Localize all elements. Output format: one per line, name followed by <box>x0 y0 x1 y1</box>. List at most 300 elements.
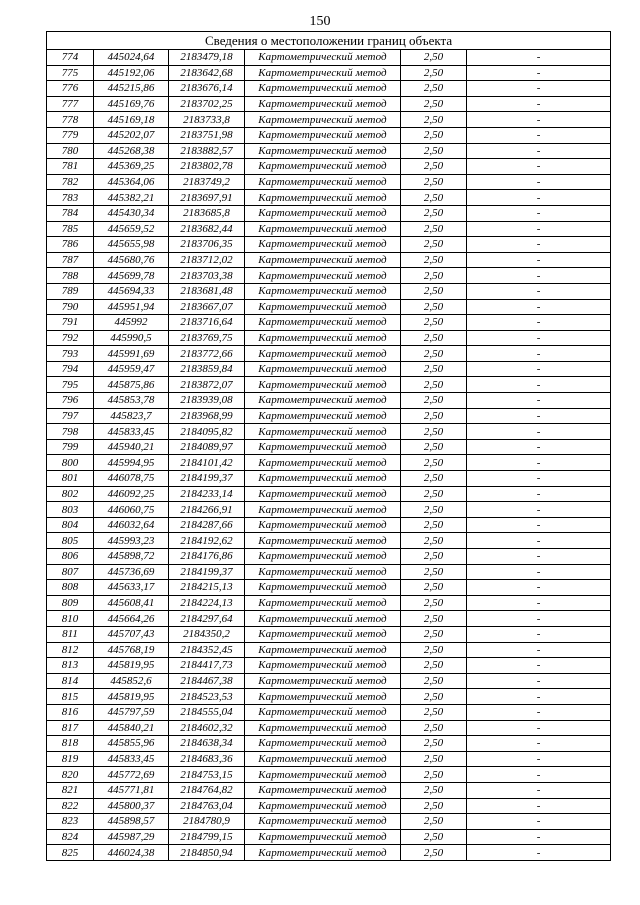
x-coordinate-cell: 446060,75 <box>94 502 169 518</box>
y-coordinate-cell: 2183872,07 <box>169 377 245 393</box>
x-coordinate-cell: 445664,26 <box>94 611 169 627</box>
x-coordinate-cell: 445694,33 <box>94 283 169 299</box>
x-coordinate-cell: 445951,94 <box>94 299 169 315</box>
method-cell: Картометрический метод <box>245 330 401 346</box>
x-coordinate-cell: 445024,64 <box>94 50 169 66</box>
table-row <box>47 595 611 611</box>
accuracy-cell: 2,50 <box>401 642 467 658</box>
y-coordinate-cell: 2183676,14 <box>169 81 245 97</box>
description-cell: - <box>467 549 611 565</box>
y-coordinate-cell: 2183802,78 <box>169 159 245 175</box>
table-row <box>47 237 611 253</box>
point-number-cell: 789 <box>47 283 94 299</box>
accuracy-cell: 2,50 <box>401 112 467 128</box>
accuracy-cell: 2,50 <box>401 502 467 518</box>
point-number-cell: 800 <box>47 455 94 471</box>
method-cell: Картометрический метод <box>245 814 401 830</box>
method-cell: Картометрический метод <box>245 595 401 611</box>
accuracy-cell: 2,50 <box>401 814 467 830</box>
x-coordinate-cell: 445771,81 <box>94 782 169 798</box>
accuracy-cell: 2,50 <box>401 611 467 627</box>
y-coordinate-cell: 2183712,02 <box>169 252 245 268</box>
x-coordinate-cell: 445268,38 <box>94 143 169 159</box>
accuracy-cell: 2,50 <box>401 580 467 596</box>
description-cell: - <box>467 112 611 128</box>
method-cell: Картометрический метод <box>245 299 401 315</box>
y-coordinate-cell: 2183667,07 <box>169 299 245 315</box>
table-row <box>47 782 611 798</box>
method-cell: Картометрический метод <box>245 564 401 580</box>
point-number-cell: 805 <box>47 533 94 549</box>
y-coordinate-cell: 2184199,37 <box>169 564 245 580</box>
table-row <box>47 299 611 315</box>
method-cell: Картометрический метод <box>245 81 401 97</box>
method-cell: Картометрический метод <box>245 658 401 674</box>
accuracy-cell: 2,50 <box>401 782 467 798</box>
accuracy-cell: 2,50 <box>401 283 467 299</box>
method-cell: Картометрический метод <box>245 736 401 752</box>
y-coordinate-cell: 2183882,57 <box>169 143 245 159</box>
y-coordinate-cell: 2183706,35 <box>169 237 245 253</box>
table-row <box>47 393 611 409</box>
method-cell: Картометрический метод <box>245 252 401 268</box>
x-coordinate-cell: 445202,07 <box>94 127 169 143</box>
x-coordinate-cell: 445898,72 <box>94 549 169 565</box>
table-row <box>47 720 611 736</box>
point-number-cell: 809 <box>47 595 94 611</box>
description-cell: - <box>467 782 611 798</box>
method-cell: Картометрический метод <box>245 205 401 221</box>
method-cell: Картометрический метод <box>245 549 401 565</box>
y-coordinate-cell: 2184176,86 <box>169 549 245 565</box>
point-number-cell: 781 <box>47 159 94 175</box>
method-cell: Картометрический метод <box>245 393 401 409</box>
table-row <box>47 471 611 487</box>
x-coordinate-cell: 445772,69 <box>94 767 169 783</box>
y-coordinate-cell: 2184602,32 <box>169 720 245 736</box>
table-row <box>47 408 611 424</box>
description-cell: - <box>467 814 611 830</box>
x-coordinate-cell: 445364,06 <box>94 174 169 190</box>
table-row <box>47 96 611 112</box>
x-coordinate-cell: 445840,21 <box>94 720 169 736</box>
method-cell: Картометрический метод <box>245 96 401 112</box>
description-cell: - <box>467 704 611 720</box>
method-cell: Картометрический метод <box>245 377 401 393</box>
accuracy-cell: 2,50 <box>401 408 467 424</box>
accuracy-cell: 2,50 <box>401 673 467 689</box>
point-number-cell: 801 <box>47 471 94 487</box>
table-row <box>47 455 611 471</box>
x-coordinate-cell: 445680,76 <box>94 252 169 268</box>
description-cell: - <box>467 829 611 845</box>
x-coordinate-cell: 445852,6 <box>94 673 169 689</box>
point-number-cell: 807 <box>47 564 94 580</box>
method-cell: Картометрический метод <box>245 689 401 705</box>
x-coordinate-cell: 445875,86 <box>94 377 169 393</box>
point-number-cell: 824 <box>47 829 94 845</box>
y-coordinate-cell: 2183702,25 <box>169 96 245 112</box>
point-number-cell: 787 <box>47 252 94 268</box>
point-number-cell: 794 <box>47 361 94 377</box>
point-number-cell: 808 <box>47 580 94 596</box>
description-cell: - <box>467 424 611 440</box>
accuracy-cell: 2,50 <box>401 252 467 268</box>
description-cell: - <box>467 439 611 455</box>
point-number-cell: 785 <box>47 221 94 237</box>
accuracy-cell: 2,50 <box>401 174 467 190</box>
x-coordinate-cell: 445898,57 <box>94 814 169 830</box>
point-number-cell: 783 <box>47 190 94 206</box>
accuracy-cell: 2,50 <box>401 190 467 206</box>
x-coordinate-cell: 445819,95 <box>94 689 169 705</box>
table-row <box>47 127 611 143</box>
point-number-cell: 797 <box>47 408 94 424</box>
description-cell: - <box>467 221 611 237</box>
accuracy-cell: 2,50 <box>401 533 467 549</box>
method-cell: Картометрический метод <box>245 517 401 533</box>
table-row <box>47 330 611 346</box>
description-cell: - <box>467 268 611 284</box>
x-coordinate-cell: 445655,98 <box>94 237 169 253</box>
table-row <box>47 549 611 565</box>
accuracy-cell: 2,50 <box>401 767 467 783</box>
method-cell: Картометрический метод <box>245 455 401 471</box>
point-number-cell: 775 <box>47 65 94 81</box>
point-number-cell: 780 <box>47 143 94 159</box>
point-number-cell: 812 <box>47 642 94 658</box>
point-number-cell: 804 <box>47 517 94 533</box>
boundary-table <box>46 31 611 861</box>
table-row <box>47 174 611 190</box>
accuracy-cell: 2,50 <box>401 127 467 143</box>
table-row <box>47 143 611 159</box>
description-cell: - <box>467 283 611 299</box>
y-coordinate-cell: 2183682,44 <box>169 221 245 237</box>
method-cell: Картометрический метод <box>245 190 401 206</box>
method-cell: Картометрический метод <box>245 767 401 783</box>
x-coordinate-cell: 445990,5 <box>94 330 169 346</box>
accuracy-cell: 2,50 <box>401 143 467 159</box>
table-header-row <box>47 32 611 50</box>
accuracy-cell: 2,50 <box>401 159 467 175</box>
y-coordinate-cell: 2184297,64 <box>169 611 245 627</box>
description-cell: - <box>467 658 611 674</box>
description-cell: - <box>467 720 611 736</box>
x-coordinate-cell: 445994,95 <box>94 455 169 471</box>
point-number-cell: 822 <box>47 798 94 814</box>
description-cell: - <box>467 751 611 767</box>
table-row <box>47 283 611 299</box>
point-number-cell: 821 <box>47 782 94 798</box>
x-coordinate-cell: 445959,47 <box>94 361 169 377</box>
description-cell: - <box>467 471 611 487</box>
table-row <box>47 767 611 783</box>
point-number-cell: 786 <box>47 237 94 253</box>
description-cell: - <box>467 299 611 315</box>
x-coordinate-cell: 446032,64 <box>94 517 169 533</box>
y-coordinate-cell: 2183749,2 <box>169 174 245 190</box>
method-cell: Картометрический метод <box>245 65 401 81</box>
y-coordinate-cell: 2183703,38 <box>169 268 245 284</box>
description-cell: - <box>467 393 611 409</box>
y-coordinate-cell: 2183685,8 <box>169 205 245 221</box>
accuracy-cell: 2,50 <box>401 50 467 66</box>
accuracy-cell: 2,50 <box>401 455 467 471</box>
table-row <box>47 205 611 221</box>
point-number-cell: 799 <box>47 439 94 455</box>
point-number-cell: 803 <box>47 502 94 518</box>
description-cell: - <box>467 315 611 331</box>
table-row <box>47 361 611 377</box>
point-number-cell: 817 <box>47 720 94 736</box>
y-coordinate-cell: 2184764,82 <box>169 782 245 798</box>
description-cell: - <box>467 642 611 658</box>
accuracy-cell: 2,50 <box>401 315 467 331</box>
y-coordinate-cell: 2184523,53 <box>169 689 245 705</box>
accuracy-cell: 2,50 <box>401 299 467 315</box>
accuracy-cell: 2,50 <box>401 330 467 346</box>
method-cell: Картометрический метод <box>245 408 401 424</box>
x-coordinate-cell: 445707,43 <box>94 626 169 642</box>
point-number-cell: 777 <box>47 96 94 112</box>
y-coordinate-cell: 2184266,91 <box>169 502 245 518</box>
table-row <box>47 736 611 752</box>
description-cell: - <box>467 736 611 752</box>
accuracy-cell: 2,50 <box>401 720 467 736</box>
point-number-cell: 778 <box>47 112 94 128</box>
method-cell: Картометрический метод <box>245 159 401 175</box>
accuracy-cell: 2,50 <box>401 658 467 674</box>
description-cell: - <box>467 81 611 97</box>
table-row <box>47 829 611 845</box>
x-coordinate-cell: 445169,18 <box>94 112 169 128</box>
description-cell: - <box>467 127 611 143</box>
description-cell: - <box>467 174 611 190</box>
description-cell: - <box>467 595 611 611</box>
y-coordinate-cell: 2184555,04 <box>169 704 245 720</box>
y-coordinate-cell: 2184417,73 <box>169 658 245 674</box>
description-cell: - <box>467 377 611 393</box>
x-coordinate-cell: 445853,78 <box>94 393 169 409</box>
accuracy-cell: 2,50 <box>401 689 467 705</box>
point-number-cell: 779 <box>47 127 94 143</box>
table-row <box>47 190 611 206</box>
description-cell: - <box>467 689 611 705</box>
table-row <box>47 221 611 237</box>
point-number-cell: 776 <box>47 81 94 97</box>
accuracy-cell: 2,50 <box>401 517 467 533</box>
table-row <box>47 65 611 81</box>
method-cell: Картометрический метод <box>245 283 401 299</box>
description-cell: - <box>467 252 611 268</box>
x-coordinate-cell: 445633,17 <box>94 580 169 596</box>
x-coordinate-cell: 445991,69 <box>94 346 169 362</box>
point-number-cell: 793 <box>47 346 94 362</box>
y-coordinate-cell: 2184089,97 <box>169 439 245 455</box>
method-cell: Картометрический метод <box>245 751 401 767</box>
description-cell: - <box>467 502 611 518</box>
table-row <box>47 798 611 814</box>
method-cell: Картометрический метод <box>245 174 401 190</box>
method-cell: Картометрический метод <box>245 829 401 845</box>
accuracy-cell: 2,50 <box>401 439 467 455</box>
page-number: 150 <box>309 14 331 29</box>
y-coordinate-cell: 2184233,14 <box>169 486 245 502</box>
x-coordinate-cell: 445699,78 <box>94 268 169 284</box>
y-coordinate-cell: 2184753,15 <box>169 767 245 783</box>
table-row <box>47 689 611 705</box>
x-coordinate-cell: 445608,41 <box>94 595 169 611</box>
y-coordinate-cell: 2183733,8 <box>169 112 245 128</box>
method-cell: Картометрический метод <box>245 720 401 736</box>
method-cell: Картометрический метод <box>245 533 401 549</box>
point-number-cell: 811 <box>47 626 94 642</box>
y-coordinate-cell: 2184101,42 <box>169 455 245 471</box>
table-title: Сведения о местоположении границ объекта <box>47 32 611 50</box>
accuracy-cell: 2,50 <box>401 845 467 861</box>
point-number-cell: 798 <box>47 424 94 440</box>
method-cell: Картометрический метод <box>245 346 401 362</box>
description-cell: - <box>467 767 611 783</box>
point-number-cell: 819 <box>47 751 94 767</box>
point-number-cell: 820 <box>47 767 94 783</box>
accuracy-cell: 2,50 <box>401 268 467 284</box>
x-coordinate-cell: 445797,59 <box>94 704 169 720</box>
y-coordinate-cell: 2184350,2 <box>169 626 245 642</box>
y-coordinate-cell: 2183716,64 <box>169 315 245 331</box>
accuracy-cell: 2,50 <box>401 346 467 362</box>
table-row <box>47 377 611 393</box>
description-cell: - <box>467 486 611 502</box>
point-number-cell: 823 <box>47 814 94 830</box>
point-number-cell: 806 <box>47 549 94 565</box>
description-cell: - <box>467 673 611 689</box>
table-row <box>47 533 611 549</box>
table-row <box>47 673 611 689</box>
y-coordinate-cell: 2184780,9 <box>169 814 245 830</box>
table-row <box>47 315 611 331</box>
y-coordinate-cell: 2183772,66 <box>169 346 245 362</box>
accuracy-cell: 2,50 <box>401 595 467 611</box>
point-number-cell: 815 <box>47 689 94 705</box>
method-cell: Картометрический метод <box>245 50 401 66</box>
accuracy-cell: 2,50 <box>401 486 467 502</box>
x-coordinate-cell: 446078,75 <box>94 471 169 487</box>
y-coordinate-cell: 2184763,04 <box>169 798 245 814</box>
table-row <box>47 159 611 175</box>
table-row <box>47 268 611 284</box>
accuracy-cell: 2,50 <box>401 829 467 845</box>
table-row <box>47 252 611 268</box>
accuracy-cell: 2,50 <box>401 798 467 814</box>
description-cell: - <box>467 143 611 159</box>
point-number-cell: 795 <box>47 377 94 393</box>
description-cell: - <box>467 845 611 861</box>
description-cell: - <box>467 237 611 253</box>
table-row <box>47 658 611 674</box>
accuracy-cell: 2,50 <box>401 626 467 642</box>
method-cell: Картометрический метод <box>245 268 401 284</box>
x-coordinate-cell: 445768,19 <box>94 642 169 658</box>
accuracy-cell: 2,50 <box>401 96 467 112</box>
x-coordinate-cell: 446024,38 <box>94 845 169 861</box>
method-cell: Картометрический метод <box>245 486 401 502</box>
table-row <box>47 81 611 97</box>
point-number-cell: 796 <box>47 393 94 409</box>
y-coordinate-cell: 2184192,62 <box>169 533 245 549</box>
table-body <box>47 50 611 861</box>
y-coordinate-cell: 2184352,45 <box>169 642 245 658</box>
accuracy-cell: 2,50 <box>401 81 467 97</box>
y-coordinate-cell: 2183968,99 <box>169 408 245 424</box>
description-cell: - <box>467 346 611 362</box>
method-cell: Картометрический метод <box>245 112 401 128</box>
method-cell: Картометрический метод <box>245 673 401 689</box>
x-coordinate-cell: 445430,34 <box>94 205 169 221</box>
table-row <box>47 626 611 642</box>
method-cell: Картометрический метод <box>245 143 401 159</box>
x-coordinate-cell: 445819,95 <box>94 658 169 674</box>
y-coordinate-cell: 2184638,34 <box>169 736 245 752</box>
description-cell: - <box>467 626 611 642</box>
y-coordinate-cell: 2184095,82 <box>169 424 245 440</box>
x-coordinate-cell: 446092,25 <box>94 486 169 502</box>
accuracy-cell: 2,50 <box>401 377 467 393</box>
y-coordinate-cell: 2183939,08 <box>169 393 245 409</box>
table-row <box>47 704 611 720</box>
y-coordinate-cell: 2184199,37 <box>169 471 245 487</box>
point-number-cell: 818 <box>47 736 94 752</box>
description-cell: - <box>467 533 611 549</box>
description-cell: - <box>467 96 611 112</box>
x-coordinate-cell: 445823,7 <box>94 408 169 424</box>
description-cell: - <box>467 564 611 580</box>
accuracy-cell: 2,50 <box>401 205 467 221</box>
y-coordinate-cell: 2183479,18 <box>169 50 245 66</box>
description-cell: - <box>467 205 611 221</box>
method-cell: Картометрический метод <box>245 471 401 487</box>
description-cell: - <box>467 50 611 66</box>
accuracy-cell: 2,50 <box>401 237 467 253</box>
method-cell: Картометрический метод <box>245 704 401 720</box>
method-cell: Картометрический метод <box>245 221 401 237</box>
y-coordinate-cell: 2184850,94 <box>169 845 245 861</box>
point-number-cell: 802 <box>47 486 94 502</box>
description-cell: - <box>467 517 611 533</box>
y-coordinate-cell: 2184224,13 <box>169 595 245 611</box>
x-coordinate-cell: 445659,52 <box>94 221 169 237</box>
table-row <box>47 50 611 66</box>
accuracy-cell: 2,50 <box>401 424 467 440</box>
accuracy-cell: 2,50 <box>401 751 467 767</box>
method-cell: Картометрический метод <box>245 580 401 596</box>
accuracy-cell: 2,50 <box>401 393 467 409</box>
table-row <box>47 486 611 502</box>
table-row <box>47 424 611 440</box>
point-number-cell: 810 <box>47 611 94 627</box>
y-coordinate-cell: 2184215,13 <box>169 580 245 596</box>
point-number-cell: 788 <box>47 268 94 284</box>
method-cell: Картометрический метод <box>245 626 401 642</box>
point-number-cell: 816 <box>47 704 94 720</box>
point-number-cell: 792 <box>47 330 94 346</box>
x-coordinate-cell: 445992 <box>94 315 169 331</box>
point-number-cell: 790 <box>47 299 94 315</box>
y-coordinate-cell: 2184799,15 <box>169 829 245 845</box>
method-cell: Картометрический метод <box>245 642 401 658</box>
table-row <box>47 439 611 455</box>
